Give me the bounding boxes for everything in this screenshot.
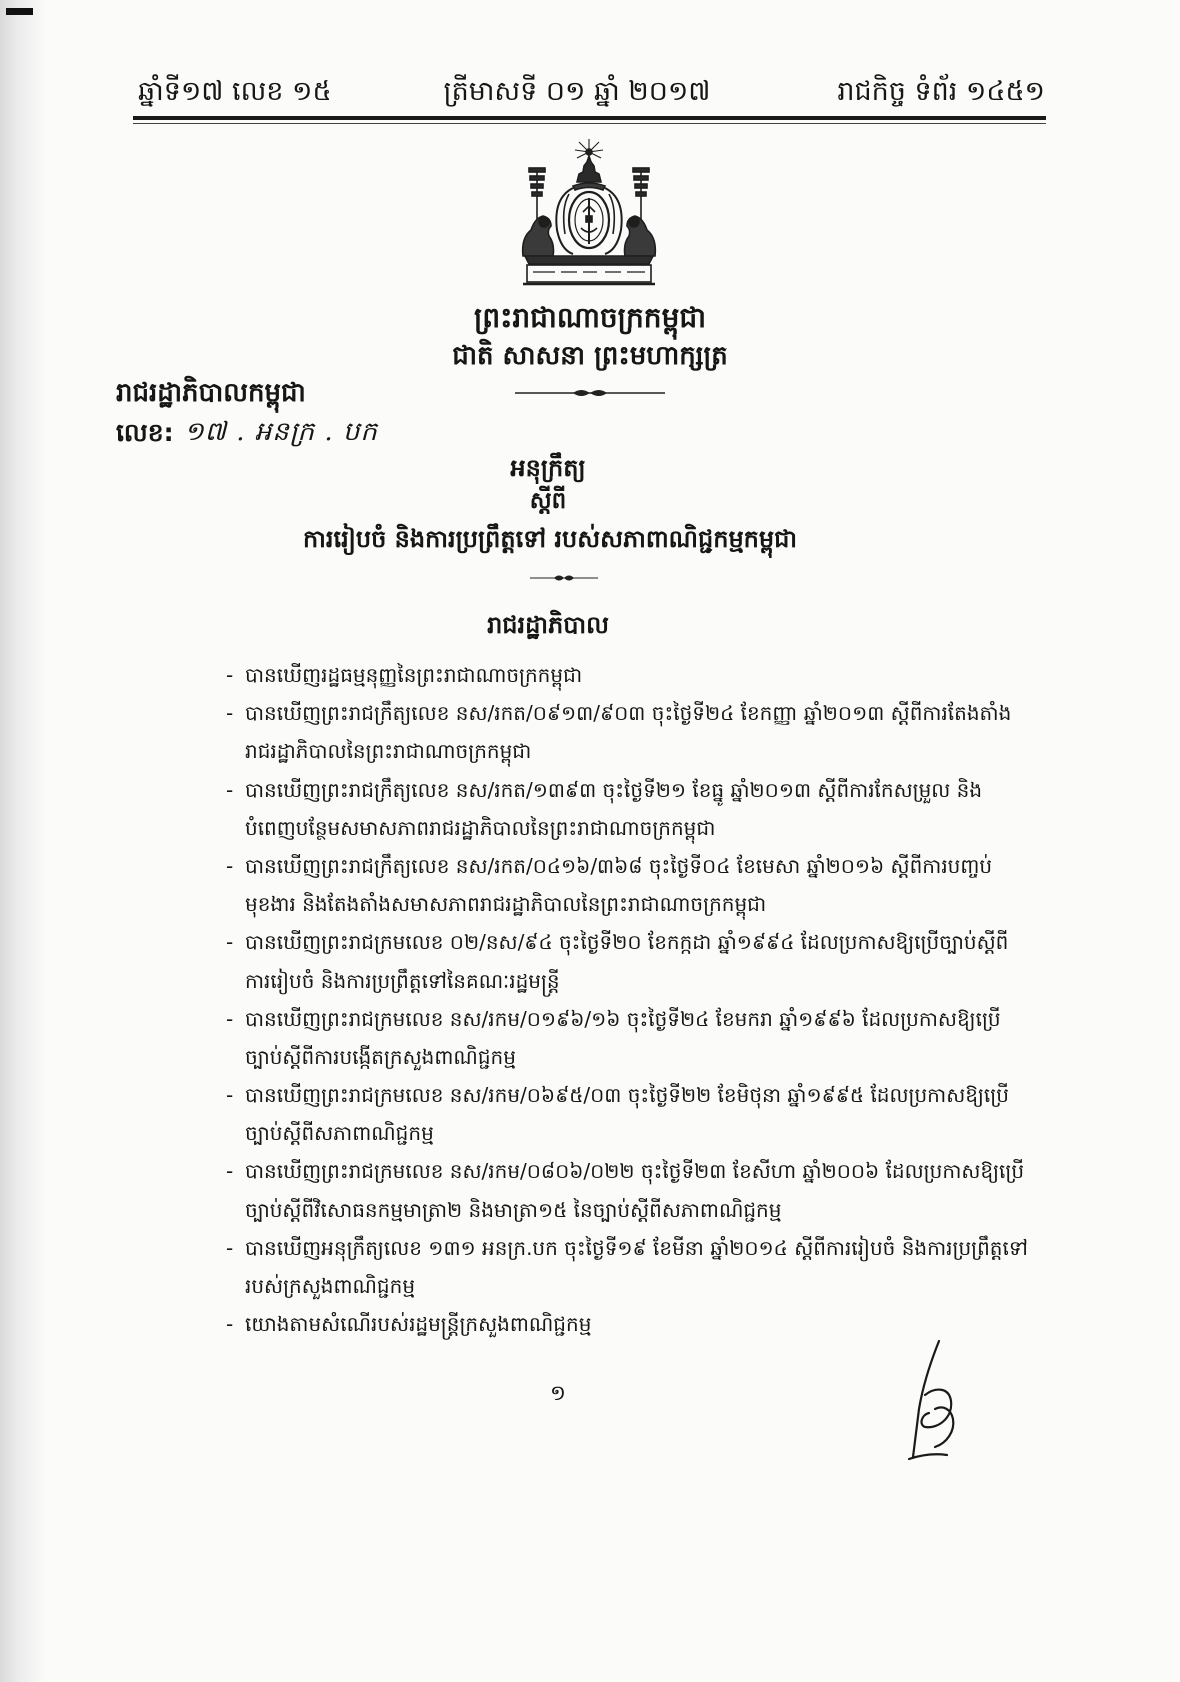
recital-text: បំពេញបន្ថែមសមាសភាពរាជរដ្ឋាភិបាលនៃព្រះរាជាណាចក្រកម្ពុជា (245, 815, 716, 840)
recital-line (226, 771, 1046, 809)
document-about: ស្តីពី (529, 488, 567, 514)
recital-line (226, 809, 1046, 847)
recital-marker: - (226, 1006, 234, 1031)
recital-line (226, 847, 1046, 885)
recital-line (226, 962, 1046, 1000)
recital-text: បានឃើញព្រះរាជក្រមលេខ នស/រកម/០៦៩៥/០៣ ចុះថ្ងៃទី២២ ខែមិថុនា ឆ្នាំ១៩៩៥ ដែលប្រកាសឱ្យប្រើ (245, 1083, 1009, 1108)
recital-text: ការរៀបចំ និងការប្រព្រឹត្តទៅនៃគណៈរដ្ឋមន្ត្រី (245, 968, 560, 993)
recital-marker: - (226, 1312, 234, 1337)
recital-text: បានឃើញអនុក្រឹត្យលេខ ១៣១ អនក្រ.បក ចុះថ្ងៃទី១៩ ខែមីនា ឆ្នាំ២០១៤ ស្តីពីការរៀបចំ និងការប្រព្រឹត្តទៅ (245, 1235, 1028, 1260)
decree-number-label: លេខ: (116, 418, 174, 447)
royal-coat-of-arms (513, 138, 665, 288)
recital-line (226, 1191, 1046, 1229)
recital-line (226, 694, 1046, 732)
recital-text: បានឃើញព្រះរាជក្រឹត្យលេខ នស/រកត/០៤១៦/៣៦៨ ចុះថ្ងៃទី០៤ ខែមេសា ឆ្នាំ២០១៦ ស្តីពីការបញ្ចប់ (245, 853, 993, 878)
decree-number-value: ១៧ . អនក្រ . បក (184, 417, 378, 447)
recital-text: ច្បាប់ស្តីពីការបង្កើតក្រសួងពាណិជ្ជកម្ម (245, 1044, 516, 1069)
recital-line (226, 656, 1046, 694)
document-subject: ការរៀបចំ និងការប្រព្រឹត្តទៅ របស់សភាពាណិជ្ជកម្មកម្ពុជា (302, 525, 797, 553)
motto-divider-ornament (515, 386, 665, 400)
recital-text: ច្បាប់ស្តីពីសភាពាណិជ្ជកម្ម (245, 1121, 434, 1146)
recital-line (226, 1076, 1046, 1114)
page-number: ១ (550, 1381, 566, 1405)
recital-line (226, 732, 1046, 770)
gazette-page: រាជកិច្ច ទំព័រ ១៤៥១ (837, 76, 1045, 107)
gazette-issue: ឆ្នាំទី១៧ លេខ ១៥ (138, 76, 332, 107)
recital-text: បានឃើញព្រះរាជក្រឹត្យលេខ នស/រកត/០៩១៣/៩០៣ ចុះថ្ងៃទី២៤ ខែកញ្ញា ឆ្នាំ២០១៣ ស្តីពីការតែងតាំង (245, 701, 1012, 726)
scan-corner-mark (6, 8, 33, 15)
signature (895, 1335, 975, 1465)
recital-line (226, 1229, 1046, 1267)
scan-edge-shadow (0, 0, 46, 1682)
document-type: អនុក្រឹត្យ (510, 454, 586, 482)
recital-text: បានឃើញរដ្ឋធម្មនុញ្ញនៃព្រះរាជាណាចក្រកម្ពុជា (245, 663, 583, 687)
recital-marker: - (226, 1235, 234, 1260)
recital-line (226, 1114, 1046, 1152)
recital-text: ច្បាប់ស្តីពីវិសោធនកម្មមាត្រា២ និងមាត្រា១៥ នៃច្បាប់ស្តីពីសភាពាណិជ្ជកម្ម (245, 1197, 782, 1222)
recital-line (226, 1152, 1046, 1190)
header-rule-thin (133, 123, 1046, 124)
recital-line (226, 885, 1046, 923)
recital-text: មុខងារ និងតែងតាំងសមាសភាពរាជរដ្ឋាភិបាលនៃព្រះរាជាណាចក្រកម្ពុជា (245, 892, 767, 917)
gazette-quarter: ត្រីមាសទី ០១ ឆ្នាំ ២០១៧ (443, 76, 711, 107)
issuing-authority: រាជរដ្ឋាភិបាល (487, 611, 609, 639)
recital-text: បានឃើញព្រះរាជក្រមលេខ ០២/នស/៩៤ ចុះថ្ងៃទី២០ ខែកក្កដា ឆ្នាំ១៩៩៤ ដែលប្រកាសឱ្យប្រើច្បាប់ស្តីពី (245, 930, 1009, 955)
recital-line (226, 1038, 1046, 1076)
recital-marker: - (226, 1159, 234, 1184)
recitals-list (226, 656, 1046, 1343)
issuer-name: រាជរដ្ឋាភិបាលកម្ពុជា (116, 378, 306, 408)
recital-text: យោងតាមសំណើរបស់រដ្ឋមន្ត្រីក្រសួងពាណិជ្ជកម្ម (245, 1312, 592, 1337)
recital-marker: - (226, 930, 234, 955)
recital-text: បានឃើញព្រះរាជក្រមលេខ នស/រកម/០៨០៦/០២២ ចុះថ្ងៃទី២៣ ខែសីហា ឆ្នាំ២០០៦ ដែលប្រកាសឱ្យប្រើ (245, 1159, 1025, 1184)
recital-text: របស់ក្រសួងពាណិជ្ជកម្ម (245, 1274, 416, 1298)
recital-marker: - (226, 777, 234, 802)
recital-line (226, 1000, 1046, 1038)
recital-marker: - (226, 1083, 234, 1108)
recital-marker: - (226, 853, 234, 878)
recital-text: បានឃើញព្រះរាជក្រមលេខ នស/រកម/០១៩៦/១៦ ចុះថ្ងៃទី២៤ ខែមករា ឆ្នាំ១៩៩៦ ដែលប្រកាសឱ្យប្រើ (245, 1006, 1001, 1031)
kingdom-name: ព្រះរាជាណាចក្រកម្ពុជា (473, 301, 706, 334)
recital-marker: - (226, 701, 234, 726)
title-divider-ornament (530, 572, 598, 584)
recital-line (226, 923, 1046, 961)
recital-marker: - (226, 663, 234, 687)
recital-text: បានឃើញព្រះរាជក្រឹត្យលេខ នស/រកត/១៣៩៣ ចុះថ្ងៃទី២១ ខែធ្នូ ឆ្នាំ២០១៣ ស្តីពីការកែសម្រួល និង (245, 777, 983, 802)
recital-line (226, 1267, 1046, 1305)
national-motto: ជាតិ សាសនា ព្រះមហាក្សត្រ (452, 341, 728, 371)
recital-text: រាជរដ្ឋាភិបាលនៃព្រះរាជាណាចក្រកម្ពុជា (245, 739, 532, 764)
header-rule (133, 116, 1046, 120)
